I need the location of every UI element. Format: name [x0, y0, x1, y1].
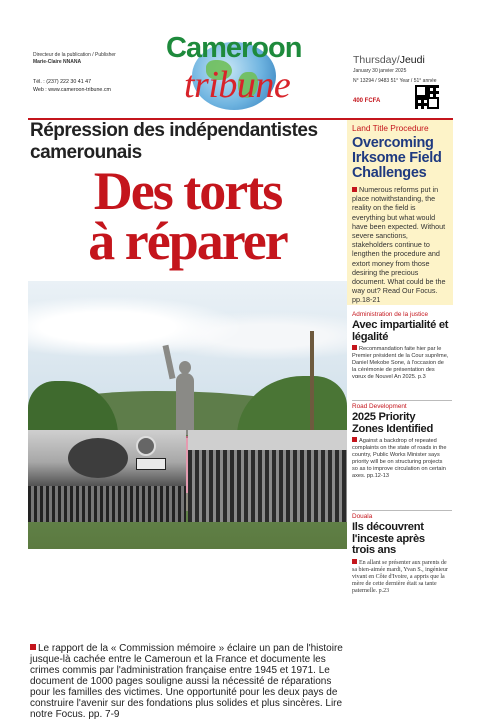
story-headline: Overcoming Irksome Field Challenges — [352, 135, 442, 181]
logo-word-cameroon: Cameroon — [166, 32, 302, 64]
website: Web : www.cameroon-tribune.cm — [33, 87, 111, 93]
archive-photo-crowd — [188, 430, 347, 522]
section-label: Road Development — [352, 403, 407, 410]
main-headline-line2: à réparer — [88, 211, 287, 271]
bullet-icon — [352, 187, 357, 192]
story-body: Numerous reforms put in place notwithstanding, the reality on the field is everything but what would have been expected. Without severe sanctions, stakeholders continue to lengthen the procedure and extort money from those desiring the precious document. What could be the way out? Read Our Focus. pp.18-21 — [352, 185, 446, 305]
masthead — [0, 0, 481, 118]
archive-photo-street — [28, 430, 186, 522]
main-kicker: Répression des indépendantistes camerounais — [30, 120, 318, 163]
main-lede: Le rapport de la « Commission mémoire » éclaire un pan de l'histoire jusque-là cachée entre le Cameroun et la France et documente les crimes commis par l'administration française entre 1945 et 1971. Le document de 1000 pages souligne aussi la nécessité de réparations pour les familles des victimes. Une opportunité pour les deux pays de construire l'avenir sur des fondations plus solides et plus sincères. Lire notre Focus. pp. 7-9 — [30, 643, 343, 720]
issue-day: Thursday/Jeudi — [353, 54, 425, 66]
qr-code-icon — [415, 85, 439, 109]
sidebar-divider — [352, 400, 452, 401]
archive-photos — [28, 430, 347, 530]
publisher-info — [33, 52, 116, 66]
sidebar-story-justice[interactable] — [347, 311, 453, 381]
story-body: Recommandation faite hier par le Premier président de la Cour suprême, Daniel Mekobe Sone, à l'occasion de la cérémonie de présentation des vœux de Nouvel An 2025. p.3 — [352, 346, 449, 380]
publisher-role: Directeur de la publication / Publisher — [33, 52, 116, 58]
section-label: Land Title Procedure — [352, 123, 429, 133]
statue-figure — [176, 373, 194, 435]
section-label: Administration de la justice — [352, 311, 429, 318]
story-headline: Avec impartialité et légalité — [352, 319, 449, 343]
sidebar-story-douala[interactable] — [347, 513, 453, 595]
bullet-icon — [30, 644, 36, 650]
issue-date: January 30 janvier 2025 — [353, 68, 407, 74]
phone-number: Tél. : (237) 222 30 41 47 — [33, 79, 92, 85]
sidebar — [347, 120, 453, 632]
issue-price: 400 FCFA — [353, 98, 381, 104]
bullet-icon — [352, 559, 357, 564]
story-body: En allant se présenter aux parents de sa bien-aimée mardi, Yvan S., ingénieur vivant en Côte d'Ivoire, a appris que la mère de cette dernière était sa tante paternelle. p.23 — [352, 559, 448, 594]
story-headline: Ils découvrent l'inceste après trois ans — [352, 521, 425, 556]
main-story — [28, 120, 347, 720]
bullet-icon — [352, 437, 357, 442]
bullet-icon — [352, 345, 357, 350]
logo-word-tribune: tribune — [184, 64, 291, 106]
issue-info — [353, 54, 473, 104]
story-headline: 2025 Priority Zones Identified — [352, 411, 433, 435]
sidebar-divider — [352, 510, 452, 511]
sidebar-story-roads[interactable] — [347, 403, 453, 480]
publisher-name: Marie-Claire NNANA — [33, 59, 82, 65]
sidebar-story-land-title[interactable] — [347, 120, 453, 305]
main-headline — [28, 161, 347, 271]
cameroon-tribune-logo — [160, 32, 320, 112]
story-body: Against a backdrop of repeated complaints on the state of roads in the country, Public Works Minister says priority will be on structuring projects so as to improve circulation on certain axes. pp.12-13 — [352, 438, 447, 479]
main-headline-line1: Des torts — [93, 161, 282, 221]
issue-number: N° 13294 / 9483 51° Year / 51° année — [353, 78, 437, 84]
section-label: Douala — [352, 513, 373, 520]
contact-info — [33, 78, 111, 94]
